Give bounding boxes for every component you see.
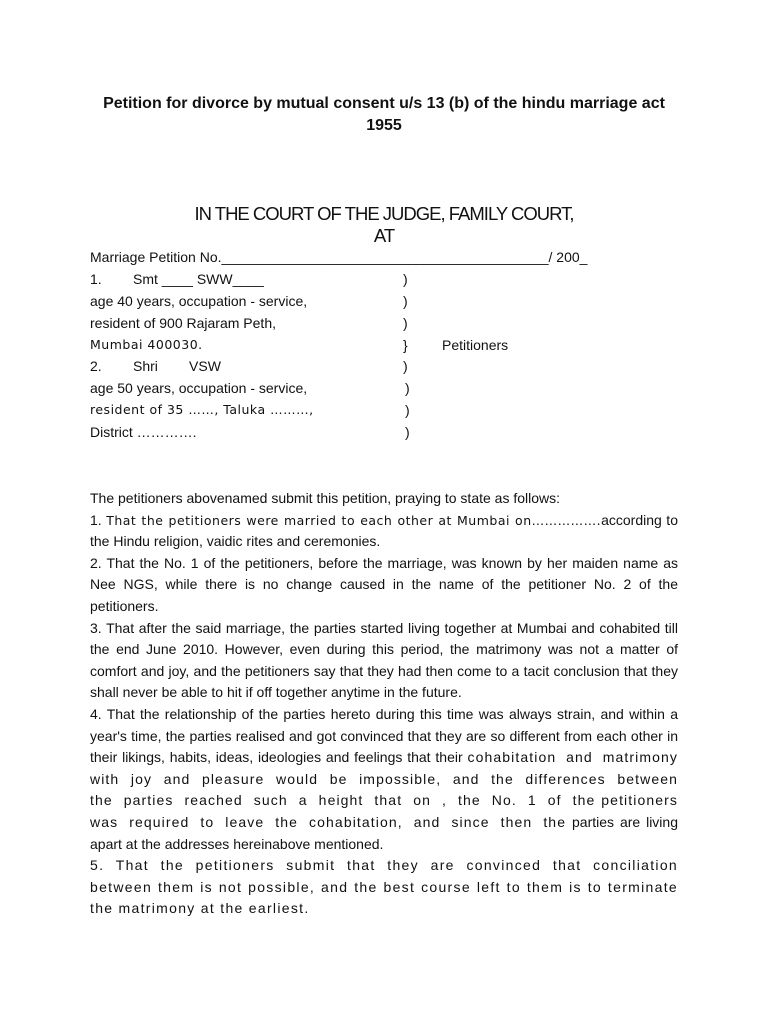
paragraph-3: 3. That after the said marriage, the parties started living together at Mumbai and cohabited till the end June 2010. However, even during this period, the matrimony was not a matter of comfort and joy, and the petitioners say that they had then come to a tacit conclusion that they shall never be able to hit if off together anytime in the future. bbox=[90, 619, 678, 701]
bracket: ) bbox=[405, 424, 410, 440]
bracket: ) bbox=[403, 271, 408, 287]
bracket: ) bbox=[403, 293, 408, 309]
document-title bbox=[80, 93, 688, 137]
title-line-1: Petition for divorce by mutual consent u/s 13 (b) of the hindu marriage act bbox=[103, 95, 665, 112]
paragraph-1-text-b: according to the Hindu religion, vaidic rites and ceremonies. bbox=[90, 511, 678, 550]
paragraph-4-text-c: petitioners was required to leave the cohabitation, and since then the bbox=[90, 792, 678, 830]
petition-body bbox=[90, 488, 678, 920]
paragraph-4 bbox=[90, 704, 678, 855]
bracket: ) bbox=[405, 402, 410, 418]
court-heading bbox=[120, 203, 648, 247]
bracket: ) bbox=[405, 380, 410, 396]
paragraph-4-text-b: cohabitation and matrimony with joy and pleasure would be impossible, and the differences between the parties reached such a height that on , the No. 1 of the bbox=[90, 749, 679, 809]
party-1-residence: resident of 900 Rajaram Peth, bbox=[90, 315, 276, 331]
party-1-city: Mumbai 400030. bbox=[90, 337, 203, 352]
party-1-number: 1. bbox=[90, 271, 102, 287]
party-2-number: 2. bbox=[90, 358, 102, 374]
party-2-age: age 50 years, occupation - service, bbox=[90, 380, 308, 396]
paragraph-4-text-d: parties are living apart at the addresses hereinabove mentioned. bbox=[90, 813, 678, 852]
party-1-age: age 40 years, occupation - service, bbox=[90, 293, 308, 309]
title-line-2: 1955 bbox=[366, 117, 402, 134]
paragraph-5: 5. That the petitioners submit that they are convinced that conciliation between them is not possible, and the best course left to them is to terminate the matrimony at the earliest. bbox=[90, 857, 678, 917]
party-2-name: Shri VSW bbox=[133, 358, 221, 374]
paragraph-1-text-a: That the petitioners were married to each other at Mumbai on……………. bbox=[106, 512, 602, 528]
bracket: ) bbox=[403, 358, 408, 374]
court-line-2: AT bbox=[373, 225, 395, 246]
paragraph-2: 2. That the No. 1 of the petitioners, before the marriage, was known by her maiden name as Nee NGS, while there is no change caused in the name of the petitioner No. 2 of the petitioners. bbox=[90, 554, 678, 614]
bracket: ) bbox=[403, 315, 408, 331]
party-2-district: District …………. bbox=[90, 424, 197, 440]
court-line-1: IN THE COURT OF THE JUDGE, FAMILY COURT, bbox=[194, 203, 574, 224]
party-2-residence: resident of 35 ……, Taluka ………, bbox=[90, 402, 314, 417]
paragraph-1-number: 1. bbox=[90, 511, 107, 528]
paragraph-1 bbox=[90, 510, 678, 553]
bracket: } bbox=[403, 337, 408, 353]
petition-number: Marriage Petition No.__________________________________________/ 200_ bbox=[90, 249, 588, 265]
party-1-name: Smt ____ SWW____ bbox=[133, 271, 264, 287]
paragraph-4-text-a: 4. That the relationship of the parties hereto during this time was always strain, and within a year's time, the parties realised and got convinced that they are so different from each other in their likings, habits, ideas, ideologies and feelings that their bbox=[90, 705, 678, 766]
intro-paragraph: The petitioners abovenamed submit this petition, praying to state as follows: bbox=[90, 490, 561, 506]
petitioners-label: Petitioners bbox=[442, 337, 509, 353]
